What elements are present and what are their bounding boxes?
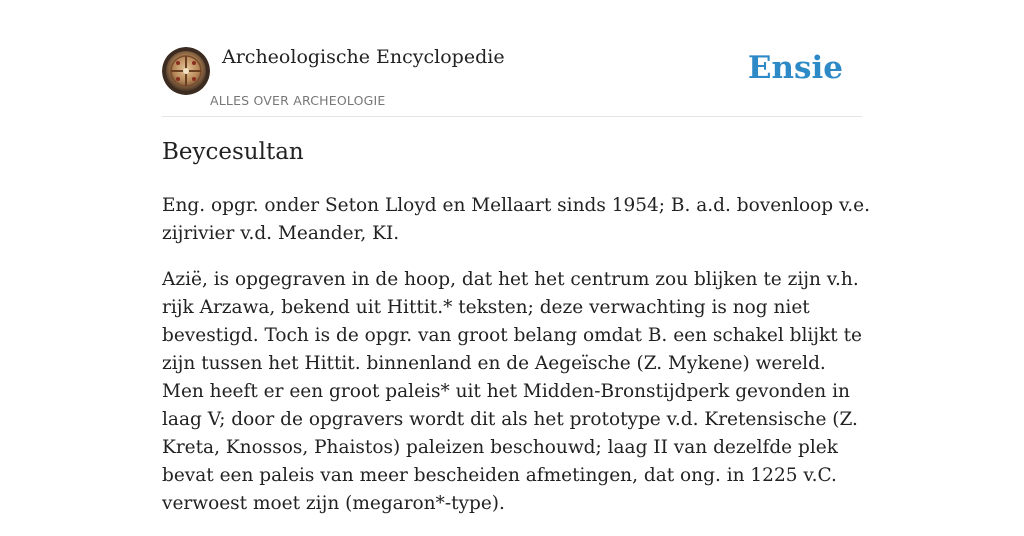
site-header: [162, 0, 862, 117]
page: [162, 0, 870, 514]
entry-paragraph: Eng. opgr. onder Seton Lloyd en Mellaart sinds 1954; B. a.d. bovenloop v.e. zijrivier v.d. Meander, KI.: [162, 195, 870, 244]
site-title[interactable]: Archeologische Encyclopedie: [222, 46, 505, 68]
entry-title: Beycesultan: [162, 139, 304, 165]
brand-logo[interactable]: Ensie: [747, 50, 843, 86]
entry-paragraph: Azië, is opgegraven in de hoop, dat het het centrum zou blijken te zijn v.h. rijk Arzawa, bekend uit Hittit.* teksten; deze verwachting is nog niet bevestigd. Toch is de opgr. van groot belang omdat B. een schakel blijkt te zijn tussen het Hittit. binnenland en de Aegeïsche (Z. Mykene) wereld. Men heeft er een groot paleis* uit het Midden-Bronstijdperk gevonden in laag V; door de opgravers wordt dit als het prototype v.d. Kretensische (Z. Kreta, Knossos, Phaistos) paleizen beschouwd; laag II van dezelfde plek bevat een paleis van meer bescheiden afmetingen, dat ong. in 1225 v.C. verwoest moet zijn (megaron*-type).: [162, 269, 862, 514]
site-tagline: ALLES OVER ARCHEOLOGIE: [210, 93, 386, 108]
archaeological-disc-icon[interactable]: [162, 47, 210, 95]
entry-body: [162, 192, 872, 536]
